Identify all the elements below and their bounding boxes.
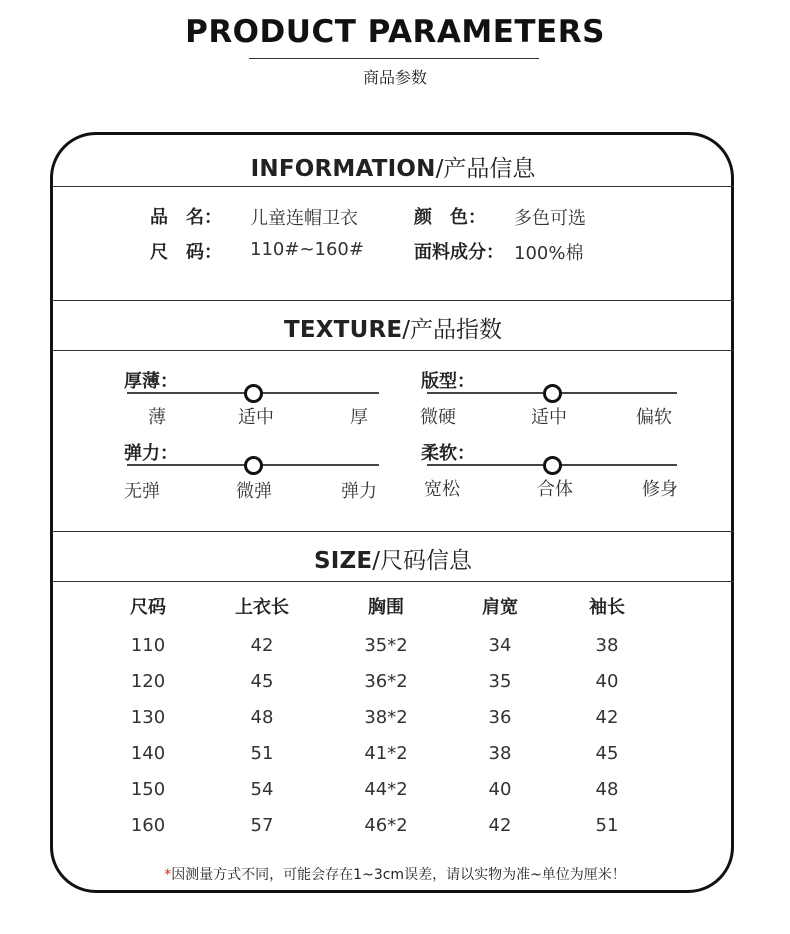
texture-option: 厚: [350, 407, 368, 428]
size-table-cell: 48: [250, 707, 274, 728]
texture-option: 无弹: [124, 481, 160, 502]
divider: [52, 300, 734, 301]
texture-knob-elasticity: [244, 456, 263, 475]
size-table-cell: 150: [130, 779, 166, 800]
size-table-cell: 54: [250, 779, 274, 800]
size-column-header: 袖长: [589, 597, 625, 618]
size-table-cell: 35*2: [364, 635, 408, 656]
info-label-color: 颜 色：: [414, 207, 486, 228]
size-heading-zh: /尺码信息: [372, 548, 473, 574]
size-heading: [52, 542, 734, 575]
size-column-header: 胸围: [368, 597, 404, 618]
information-heading-en: INFORMATION: [250, 156, 436, 182]
texture-label-elasticity: 弹力：: [124, 443, 178, 464]
texture-label-thickness: 厚薄：: [124, 371, 178, 392]
divider: [52, 531, 734, 532]
size-table-cell: 38: [488, 743, 512, 764]
size-table-cell: 57: [250, 815, 274, 836]
texture-option: 适中: [531, 407, 567, 428]
size-table-cell: 35: [488, 671, 512, 692]
title-divider: [249, 58, 539, 59]
size-table-cell: 46*2: [364, 815, 408, 836]
info-label-fabric: 面料成分：: [414, 242, 504, 263]
texture-option: 宽松: [424, 479, 460, 500]
texture-option: 微硬: [420, 407, 456, 428]
texture-option: 薄: [148, 407, 166, 428]
texture-heading-en: TEXTURE: [283, 317, 403, 343]
texture-knob-fit: [543, 384, 562, 403]
texture-option: 偏软: [636, 407, 672, 428]
size-table-cell: 42: [488, 815, 512, 836]
texture-option: 微弹: [236, 481, 272, 502]
note-asterisk: *: [164, 867, 172, 883]
divider: [52, 186, 734, 187]
page-title: PRODUCT PARAMETERS: [185, 14, 605, 50]
texture-knob-softness: [543, 456, 562, 475]
divider: [52, 350, 734, 351]
size-table-cell: 48: [595, 779, 619, 800]
size-table-cell: 36*2: [364, 671, 408, 692]
texture-option: 适中: [238, 407, 274, 428]
info-label-name: 品 名：: [150, 207, 222, 228]
texture-knob-thickness: [244, 384, 263, 403]
page-subtitle: 商品参数: [362, 68, 427, 87]
divider: [52, 581, 734, 582]
size-table-cell: 42: [595, 707, 619, 728]
size-table-cell: 40: [595, 671, 619, 692]
size-table-cell: 130: [130, 707, 166, 728]
info-value-name: 儿童连帽卫衣: [250, 208, 358, 229]
texture-label-softness: 柔软：: [421, 443, 475, 464]
note-text: 因测量方式不同，可能会存在1~3cm误差，请以实物为准~单位为厘米！: [171, 867, 626, 883]
texture-option: 弹力: [341, 481, 377, 502]
size-table-cell: 41*2: [364, 743, 408, 764]
size-table-cell: 140: [130, 743, 166, 764]
size-column-header: 上衣长: [235, 597, 289, 618]
size-table-cell: 51: [250, 743, 274, 764]
size-table-cell: 110: [130, 635, 166, 656]
texture-option: 修身: [642, 479, 678, 500]
texture-label-fit: 版型：: [421, 371, 475, 392]
info-value-size: 110#~160#: [250, 239, 364, 260]
texture-option: 合体: [537, 479, 573, 500]
info-value-fabric: 100%棉: [514, 243, 584, 264]
info-label-size: 尺 码：: [150, 242, 222, 263]
size-table-cell: 120: [130, 671, 166, 692]
size-table-cell: 38*2: [364, 707, 408, 728]
info-value-color: 多色可选: [514, 208, 586, 229]
size-table-cell: 36: [488, 707, 512, 728]
size-table-cell: 40: [488, 779, 512, 800]
size-heading-en: SIZE: [313, 548, 373, 574]
size-table-cell: 160: [130, 815, 166, 836]
information-heading-zh: /产品信息: [435, 156, 536, 182]
size-column-header: 肩宽: [482, 597, 518, 618]
texture-heading: [52, 311, 734, 344]
size-table-cell: 34: [488, 635, 512, 656]
size-table-cell: 45: [595, 743, 619, 764]
size-table-cell: 44*2: [364, 779, 408, 800]
measurement-note: [0, 864, 790, 884]
size-table-cell: 38: [595, 635, 619, 656]
size-table-cell: 51: [595, 815, 619, 836]
information-heading: [52, 150, 734, 183]
texture-heading-zh: /产品指数: [402, 317, 503, 343]
size-column-header: 尺码: [130, 597, 166, 618]
size-table-cell: 42: [250, 635, 274, 656]
size-table-cell: 45: [250, 671, 274, 692]
